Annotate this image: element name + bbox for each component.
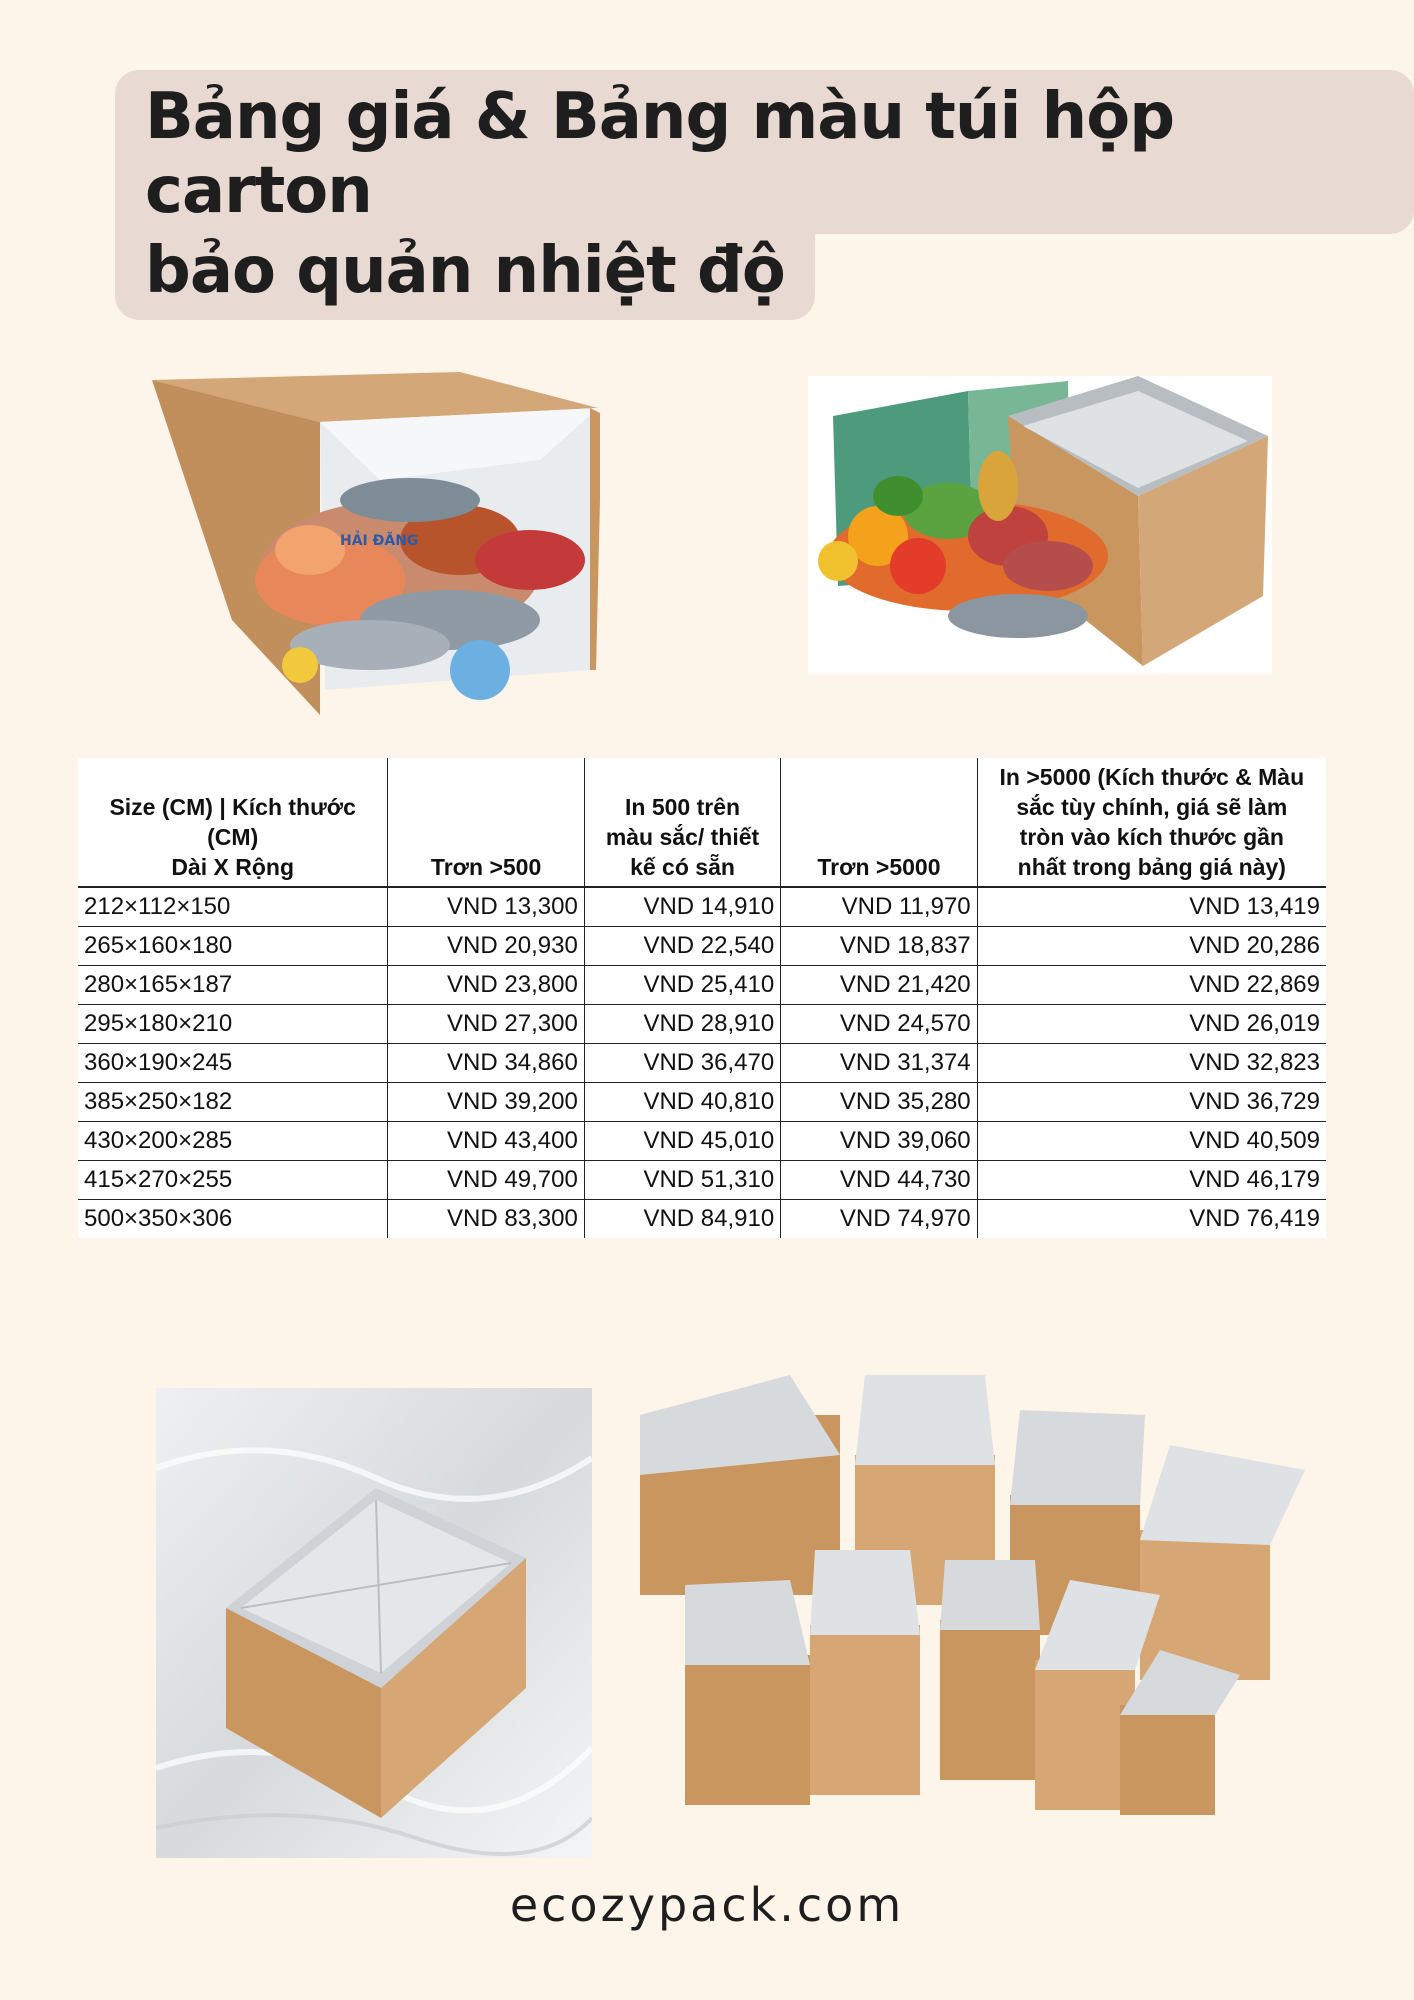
cell-size: 385×250×182 bbox=[78, 1083, 388, 1122]
cell-price: VND 14,910 bbox=[584, 887, 780, 927]
cell-size: 212×112×150 bbox=[78, 887, 388, 927]
cell-size: 280×165×187 bbox=[78, 966, 388, 1005]
cell-price: VND 36,470 bbox=[584, 1044, 780, 1083]
column-header-plain-5000: Trơn >5000 bbox=[781, 758, 977, 887]
seafood-box-photo bbox=[150, 370, 600, 730]
cell-price: VND 46,179 bbox=[977, 1161, 1326, 1200]
table-row bbox=[78, 1044, 1326, 1083]
cell-price: VND 31,374 bbox=[781, 1044, 977, 1083]
cell-price: VND 44,730 bbox=[781, 1161, 977, 1200]
cell-price: VND 22,869 bbox=[977, 966, 1326, 1005]
cell-price: VND 39,060 bbox=[781, 1122, 977, 1161]
table-row bbox=[78, 1161, 1326, 1200]
cell-price: VND 23,800 bbox=[388, 966, 584, 1005]
cell-price: VND 36,729 bbox=[977, 1083, 1326, 1122]
title-line-2: bảo quản nhiệt độ bbox=[115, 234, 815, 320]
table-row bbox=[78, 1200, 1326, 1239]
cell-price: VND 28,910 bbox=[584, 1005, 780, 1044]
cell-price: VND 26,019 bbox=[977, 1005, 1326, 1044]
cell-price: VND 34,860 bbox=[388, 1044, 584, 1083]
table-row bbox=[78, 1005, 1326, 1044]
cell-price: VND 20,286 bbox=[977, 927, 1326, 966]
table-row bbox=[78, 1083, 1326, 1122]
box-group-photo bbox=[640, 1355, 1310, 1820]
cell-price: VND 13,300 bbox=[388, 887, 584, 927]
cell-price: VND 32,823 bbox=[977, 1044, 1326, 1083]
cell-price: VND 39,200 bbox=[388, 1083, 584, 1122]
foil-box-water-photo bbox=[156, 1388, 592, 1858]
page-title bbox=[115, 70, 1414, 320]
cell-price: VND 20,930 bbox=[388, 927, 584, 966]
cell-price: VND 84,910 bbox=[584, 1200, 780, 1239]
cell-price: VND 22,540 bbox=[584, 927, 780, 966]
seafood-box-logo: HẢI ĐĂNG bbox=[340, 533, 419, 549]
table-row bbox=[78, 966, 1326, 1005]
table-row bbox=[78, 1122, 1326, 1161]
table-row bbox=[78, 887, 1326, 927]
column-header-printed-5000: In >5000 (Kích thước & Màu sắc tùy chính, giá sẽ làm tròn vào kích thước gần nhất trong bảng giá này) bbox=[977, 758, 1326, 887]
column-header-size: Size (CM) | Kích thước (CM) Dài X Rộng bbox=[78, 758, 388, 887]
cell-price: VND 43,400 bbox=[388, 1122, 584, 1161]
cell-size: 415×270×255 bbox=[78, 1161, 388, 1200]
table-header-row bbox=[78, 758, 1326, 887]
cell-price: VND 24,570 bbox=[781, 1005, 977, 1044]
cell-size: 360×190×245 bbox=[78, 1044, 388, 1083]
cell-price: VND 83,300 bbox=[388, 1200, 584, 1239]
cell-price: VND 18,837 bbox=[781, 927, 977, 966]
cell-price: VND 13,419 bbox=[977, 887, 1326, 927]
cell-price: VND 35,280 bbox=[781, 1083, 977, 1122]
cell-price: VND 11,970 bbox=[781, 887, 977, 927]
cell-price: VND 76,419 bbox=[1189, 1205, 1320, 1232]
title-line-1: Bảng giá & Bảng màu túi hộp carton bbox=[115, 70, 1414, 234]
cell-size: 430×200×285 bbox=[78, 1122, 388, 1161]
cell-price: VND 74,970 bbox=[781, 1200, 977, 1239]
cell-price: VND 40,810 bbox=[584, 1083, 780, 1122]
cell-price: VND 21,420 bbox=[781, 966, 977, 1005]
column-header-plain-500: Trơn >500 bbox=[388, 758, 584, 887]
website-footer: ecozypack.com bbox=[509, 1878, 905, 1932]
column-header-printed-500: In 500 trên màu sắc/ thiết kế có sẵn bbox=[584, 758, 780, 887]
cell-price: VND 27,300 bbox=[388, 1005, 584, 1044]
table-row bbox=[78, 927, 1326, 966]
cell-size: 265×160×180 bbox=[78, 927, 388, 966]
cell-price: VND 45,010 bbox=[584, 1122, 780, 1161]
cell-size: 295×180×210 bbox=[78, 1005, 388, 1044]
price-table bbox=[78, 758, 1326, 1238]
cell-price: VND 25,410 bbox=[584, 966, 780, 1005]
cell-price: VND 40,509 bbox=[977, 1122, 1326, 1161]
cell-price: VND 49,700 bbox=[388, 1161, 584, 1200]
produce-box-photo bbox=[808, 376, 1272, 674]
cell-size: 500×350×306 bbox=[78, 1200, 388, 1239]
cell-price: VND 51,310 bbox=[584, 1161, 780, 1200]
